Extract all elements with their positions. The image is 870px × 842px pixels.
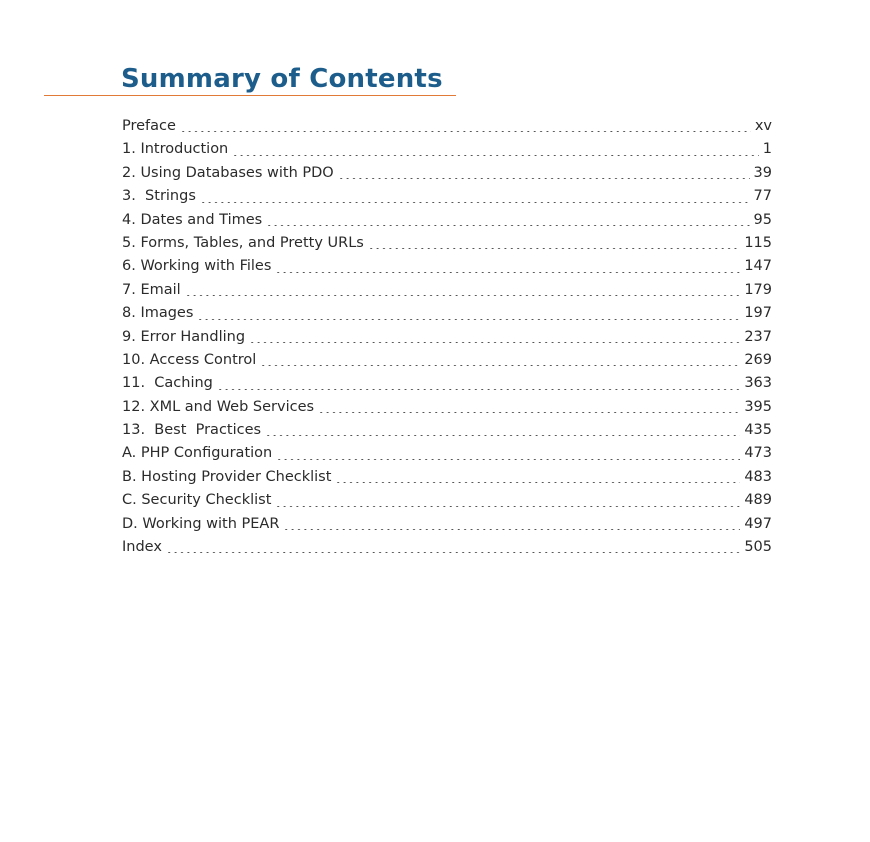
toc-entry-page: 395 <box>744 398 772 415</box>
toc-entry-best-practices[interactable] <box>122 419 772 442</box>
toc-entry-page: 435 <box>744 422 772 439</box>
toc-entry-xml-web-services[interactable] <box>122 396 772 419</box>
page-title: Summary of Contents <box>121 64 443 94</box>
toc-entry-label: 5. Forms, Tables, and Pretty URLs <box>122 234 364 251</box>
dot-leader <box>283 529 740 530</box>
toc-entry-label: Index <box>122 539 162 556</box>
toc-entry-introduction[interactable] <box>122 138 772 161</box>
toc-entry-strings[interactable] <box>122 185 772 208</box>
dot-leader <box>276 459 740 460</box>
dot-leader <box>232 155 759 156</box>
toc-entry-page: 505 <box>744 539 772 556</box>
toc-entry-working-with-files[interactable] <box>122 255 772 278</box>
toc-entry-page: 497 <box>744 515 772 532</box>
toc-entry-preface[interactable] <box>122 115 772 138</box>
dot-leader <box>275 506 740 507</box>
toc-entry-page: 179 <box>744 281 772 298</box>
toc-entry-page: 489 <box>744 492 772 509</box>
toc-entry-caching[interactable] <box>122 372 772 395</box>
dot-leader <box>318 412 740 413</box>
toc-entry-label: 11. Caching <box>122 375 213 392</box>
toc-entry-page: 115 <box>744 234 772 251</box>
toc-entry-images[interactable] <box>122 302 772 325</box>
toc-entry-index[interactable] <box>122 536 772 559</box>
toc-entry-security-checklist[interactable] <box>122 489 772 512</box>
toc-entry-page: 363 <box>744 375 772 392</box>
toc-entry-databases-pdo[interactable] <box>122 162 772 185</box>
table-of-contents <box>122 115 772 559</box>
dot-leader <box>265 435 740 436</box>
toc-entry-label: 4. Dates and Times <box>122 211 263 228</box>
toc-entry-label: 8. Images <box>122 305 194 322</box>
dot-leader <box>260 365 740 366</box>
toc-entry-label: D. Working with PEAR <box>122 515 280 532</box>
toc-entry-page: 237 <box>744 328 772 345</box>
toc-entry-page: 39 <box>753 164 772 181</box>
dot-leader <box>249 342 740 343</box>
toc-entry-dates-times[interactable] <box>122 209 772 232</box>
dot-leader <box>180 131 751 132</box>
toc-entry-page: 473 <box>744 445 772 462</box>
toc-entry-page: 197 <box>744 305 772 322</box>
toc-entry-label: 7. Email <box>122 281 181 298</box>
toc-entry-page: 77 <box>753 188 772 205</box>
toc-entry-working-with-pear[interactable] <box>122 513 772 536</box>
toc-entry-page: xv <box>754 118 772 134</box>
toc-entry-label: 9. Error Handling <box>122 328 246 345</box>
toc-entry-label: 13. Best Practices <box>122 422 262 439</box>
toc-entry-page: 147 <box>744 258 772 275</box>
dot-leader <box>266 225 749 226</box>
toc-entry-label: 12. XML and Web Services <box>122 398 315 415</box>
dot-leader <box>275 272 740 273</box>
toc-entry-page: 1 <box>762 141 772 158</box>
dot-leader <box>200 202 750 203</box>
dot-leader <box>185 295 741 296</box>
dot-leader <box>217 389 740 390</box>
dot-leader <box>197 319 740 320</box>
toc-entry-label: 6. Working with Files <box>122 258 272 275</box>
title-underline-rule <box>44 95 456 96</box>
toc-entry-hosting-checklist[interactable] <box>122 466 772 489</box>
toc-entry-email[interactable] <box>122 279 772 302</box>
toc-entry-page: 269 <box>744 351 772 368</box>
toc-entry-label: C. Security Checklist <box>122 492 272 509</box>
dot-leader <box>338 178 750 179</box>
toc-entry-forms-tables-urls[interactable] <box>122 232 772 255</box>
toc-entry-page: 483 <box>744 468 772 485</box>
toc-entry-label: 2. Using Databases with PDO <box>122 164 334 181</box>
dot-leader <box>335 482 740 483</box>
toc-entry-label: 1. Introduction <box>122 141 229 158</box>
dot-leader <box>166 552 740 553</box>
toc-entry-label: Preface <box>122 118 176 134</box>
toc-entry-label: A. PHP Configuration <box>122 445 273 462</box>
toc-entry-error-handling[interactable] <box>122 326 772 349</box>
toc-entry-label: 10. Access Control <box>122 351 257 368</box>
toc-entry-access-control[interactable] <box>122 349 772 372</box>
toc-entry-page: 95 <box>753 211 772 228</box>
toc-entry-label: 3. Strings <box>122 188 196 205</box>
toc-entry-php-configuration[interactable] <box>122 442 772 465</box>
toc-entry-label: B. Hosting Provider Checklist <box>122 468 332 485</box>
dot-leader <box>368 248 740 249</box>
